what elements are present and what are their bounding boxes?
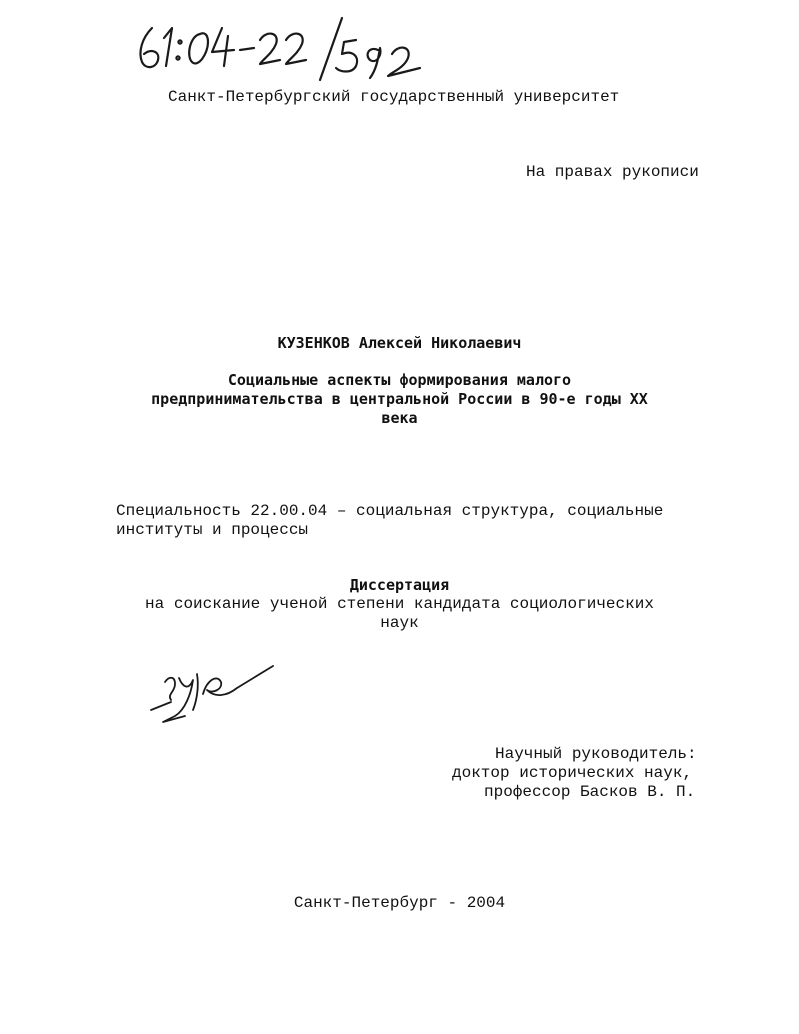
city-and-year: Санкт-Петербург - 2004 (293, 894, 506, 912)
title-line-1: Социальные аспекты формирования малого (227, 371, 572, 389)
signature-drawing (145, 660, 280, 730)
author-name: КУЗЕНКОВ Алексей Николаевич (277, 334, 522, 352)
specialty-line-2: институты и процессы (116, 521, 309, 539)
degree-line-2: наук (380, 614, 419, 632)
title-line-3: века (381, 409, 418, 427)
signature (145, 660, 280, 730)
university-name: Санкт-Петербургский государственный университет (168, 88, 620, 106)
document-type: Диссертация (349, 576, 450, 594)
specialty-line-1: Специальность 22.00.04 – социальная структура, социальные (116, 502, 664, 520)
advisor-line-3: профессор Басков В. П. (484, 783, 696, 801)
archive-code-handwritten (130, 10, 430, 90)
manuscript-rights-note: На правах рукописи (526, 163, 699, 181)
advisor-line-1: Научный руководитель: (495, 745, 697, 763)
title-line-2: предпринимательства в центральной России в 90-е годы XX (151, 390, 648, 408)
advisor-line-2: доктор исторических наук, (452, 764, 693, 782)
degree-line-1: на соискание ученой степени кандидата социологических (145, 595, 654, 613)
